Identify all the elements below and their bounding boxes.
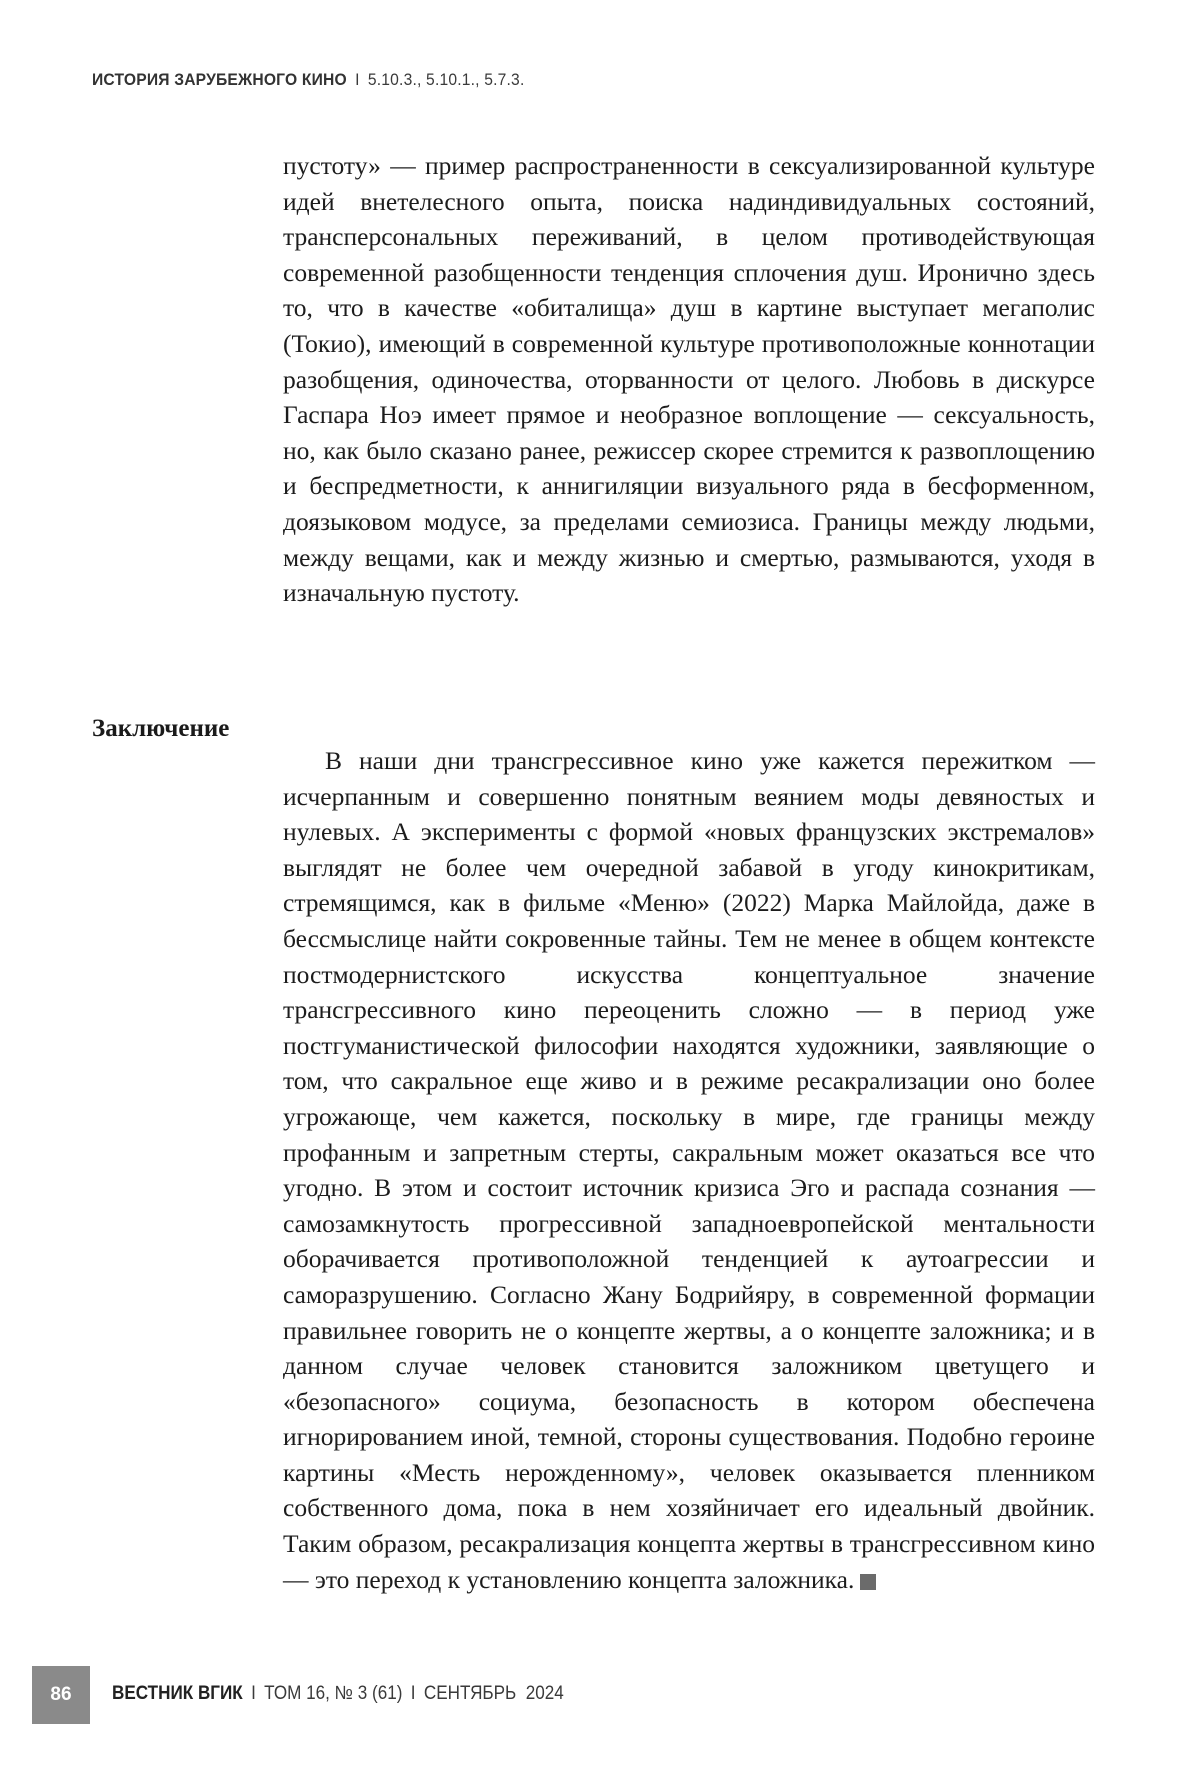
running-head [92,70,524,90]
paragraph-conclusion-text: В наши дни трансгрессивное кино уже кажется пережитком — исчерпанным и совершенно понятным веянием моды девяностых и нулевых. А эксперименты с формой «новых французских экстремалов» выглядят не более чем очередной забавой в угоду кинокритикам, стремящимся, как в фильме «Меню» (2022) Марка Майлойда, даже в бессмыслице найти сокровенные тайны. Тем не менее в общем контексте постмодернистского искусства концептуальное значение трансгрессивного кино переоценить сложно — в период уже постгуманистической философии находятся художники, заявляющие о том, что сакральное еще живо и в режиме ресакрализации оно более угрожающе, чем кажется, поскольку в мире, где границы между профанным и запретным стерты, сакральным может оказаться все что угодно. В этом и состоит источник кризиса Эго и распада сознания — самозамкнутость прогрессивной западноевропейской ментальности оборачивается противоположной тенденцией к аутоагрессии и саморазрушению. Согласно Жану Бодрийяру, в современной формации правильнее говорить не о концепте жертвы, а о концепте заложника; и в данном случае человек становится заложником цветущего и «безопасного» социума, безопасность в котором обеспечена игнорированием иной, темной, стороны существования. Подобно героине картины «Месть нерожденному», человек оказывается пленником собственного дома, пока в нем хозяйничает его идеальный двойник. Таким образом, ресакрализация концепта жертвы в трансгрессивном кино — это переход к установлению концепта заложника. [283,746,1095,1594]
footer-separator-1: I [251,1683,256,1704]
end-of-article-mark [860,1574,876,1590]
paragraph-conclusion [283,743,1095,1597]
running-head-title: ИСТОРИЯ ЗАРУБЕЖНОГО КИНО [92,70,347,89]
footer-date: СЕНТЯБРЬ 2024 [423,1683,564,1704]
running-head-codes: 5.10.3., 5.10.1., 5.7.3. [367,70,525,89]
page-number-badge [32,1666,90,1724]
footer-journal-info [112,1683,564,1705]
paragraph-continued: пустоту» — пример распространенности в сексуализированной культуре идей внетелесного опыта, поиска надиндивидуальных состояний, трансперсональных переживаний, в целом противодействующая современной разобщенности тенденция сплочения душ. Иронично здесь то, что в качестве «обиталища» душ в картине выступает мегаполис (Токио), имеющий в современной культуре противоположные коннотации разобщения, одиночества, оторванности от целого. Любовь в дискурсе Гаспара Ноэ имеет прямое и необразное воплощение — сексуальность, но, как было сказано ранее, режиссер скорее стремится к развоплощению и беспредметности, к аннигиляции визуального ряда в бесформенном, доязыковом модусе, за пределами семиозиса. Границы между людьми, между вещами, как и между жизнью и смертью, размываются, уходя в изначальную пустоту. [283,151,1095,608]
section-heading-conclusion: Заключение [92,715,230,742]
footer-volume: ТОМ 16, № 3 (61) [264,1683,403,1704]
running-head-separator: I [355,70,360,89]
footer-separator-2: I [410,1683,416,1704]
page-number: 86 [50,1684,72,1705]
footer-journal-name: ВЕСТНИК ВГИК [112,1683,243,1704]
